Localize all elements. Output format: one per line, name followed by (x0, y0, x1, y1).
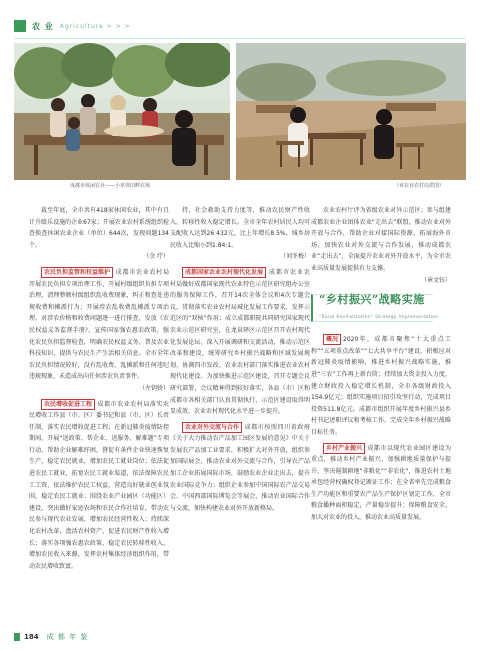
section-paragraph: 农业对外交流与合作 成都市按照四川省政府《关于大力推动农产品加工园区发展的意见》中关于发展农产品加工业要求，积极扩大对外开放，组织参加国际展会，推动农业对外交流与合作，引导农产品加工企业拓展国际市场，鼓励农业企业走出去，提升农业国际竞争力；组织企业参加中国国际农产品交易会、中国西部国际博览会等展会，推动农业国际合作与交流，加快构建农业对外开放新格局。 (170, 423, 310, 512)
section-paragraph: 农民负担监管和权益维护 成都市农业农村局开展农民负担专项治理工作，开展村级组织负担专项治理，清理整顿村级组织乱收费现象，纠正和查处违规收费和摊派行为；开展涉农乱收费乱摊派专项治理，对涉农价格和收费问题逐一进行排查，发放《农民权益义务监督手册》，宣传国家强农惠农政策，强化农民负担监督检查，明确农民权益义务，普及农业科技知识，提供与农民生产生活相关信息。全市全年农民负担情况较好，没有乱收费、乱摊派和任何违纪违规现象，未造成出向任何涉农负责事件。 （左钥娇） (29, 267, 169, 395)
page-footer (14, 632, 88, 642)
publication-name: 成 都 年 鉴 (46, 633, 89, 641)
page-marker-icon (14, 633, 20, 641)
paragraph: 持，社会救助支持力度等，推动农民财产性收入，转移性收入稳定增长。全市全年农村居民人均可支配收入达到26 432元，比上年增长8.5%，城乡居民收入比缩小到1.84:1。 （刘冬梅） (170, 205, 310, 263)
feature-title: “乡村振兴”战略实施 (319, 293, 425, 307)
section-heading: 农民增收促进工程 (41, 399, 95, 410)
section-paragraph: 概况 2020年，成都市聚焦“十大重点工程”“五项重点改革”“七大共享平台”建设，积极应对新冠肺炎疫情影响，推进乡村振兴战略实施，推进“三农”工作再上新台阶；持续加大资金投入力度，建立财政投入稳定增长机制，全市各级财政投入154.9亿元；组织实施项目招引攻坚行动，完成项目投资511.8亿元。成都市组织开展年度乡村振兴县乡村书记述职评议和考核工作，完成全年乡村振兴战略目标任务。 (311, 336, 451, 436)
text-column-3 (311, 205, 451, 524)
author-sign: （刘冬梅） (279, 253, 310, 261)
header-block-icon (14, 20, 26, 32)
section-heading: 乡村产业振兴 (323, 443, 365, 454)
section-paragraph: 乡村产业振兴 成都市以现代农业园区建设为重点，推动乡村产业振兴，加强耕地质量保护与提升，坚决遏制耕地“非粮化”“非农化”，推进农村土地承包经营权确权登记颁证工作；在全省率先完成粮食生产功能区和重要农产品生产保护区划定工作，全市粮食播种面积稳定，产量稳步提升；保障粮食安全，加大对农业的投入，推动农业高质量发展。 (311, 444, 451, 522)
section-heading: 成都国家农业农村现代化发展 (182, 267, 266, 278)
farm-photo-right (236, 43, 466, 180)
left-photo-caption: 成都市休闲农业——小草坝田畔农场 (70, 183, 151, 189)
author-sign: （章文钰） (420, 276, 451, 284)
running-header (14, 16, 131, 36)
farm-photo-left (14, 43, 230, 180)
page-number: 184 (24, 633, 39, 641)
section-title: 农 业 (32, 21, 54, 31)
text-column-1 (29, 205, 169, 572)
section-heading: 农民负担监管和权益维护 (41, 267, 113, 278)
author-sign: （余 疗） (143, 253, 169, 261)
paragraph: 农业农村厅评为省级农业对外示范区；参与组建成都农业企业团体农业“走出去”联盟，推动农业对外开放与合作，帮助企业对接国际资源，拓展海外市场，加快农业对外交流与合作发展，推动成都农业“走出去”，全面提升农业对外开放水平，为全市农业高质量发展提供有力支撑。 （章文钰） (311, 205, 451, 286)
section-heading: 概况 (323, 334, 341, 345)
paragraph: 裁至年底，全市共有418家休闲农业，其中有且计升级乐设施的企业67家；开展农业农村系统组织检查换查休闲农业企业（单位）644次，发现问题134个。 （余 疗） (29, 205, 169, 263)
section-subtitle: Agriculture > > > (59, 22, 131, 30)
author-sign: （左钥娇） (138, 384, 169, 392)
feature-heading (311, 292, 451, 326)
header-divider (14, 38, 466, 39)
right-photo-caption: （章农业农村局供图） (394, 183, 445, 189)
section-paragraph: 农民增收促进工程 成都市农业农村局落实农民增收工作县（市、区）委书记和县（市、区）长责任制，落实农民增收促进工程；在新冠肺炎疫情防控期间，开展“送政策、帮企业、送服务、解难题”专项行动，帮助企业解难纾困，督促有条件企业快速恢复生产，稳定农民就业，增加农民工就业岗位；依法促进农民工就业，拓宽农民工就业渠道，依法保障农民工工资，依法维护农民工权益，营造良好就业创业氛围，稳定农民工就业；围绕农业产业园区（功能区）建设，突出做好家庭农场和农民合作社培育，带动农民参与现代农业发展，增加农民经营性收入；持续深化农村改革，盘活农村资产，促进农民财产性收入增长；落实各项强农惠农政策，稳定农民转移性收入，增加农民收入来源，发挥农村集体经济组织作用，带动农民增收致富。 (29, 400, 169, 570)
text-column-2 (170, 205, 310, 514)
feature-subtitle: “Rural Revitalization” Strategy Implementation (319, 315, 439, 321)
section-heading: 农业对外交流与合作 (182, 422, 242, 433)
section-paragraph: 成都国家农业农村现代化发展 成都市农业农村局做好成都国家现代农业特色示范区研究组办公室的服务保障工作，召开14次全体会议和4次专题会议，贯彻落实农业农村局城化发展工作要求，发挥示范区的“双核”作用；成立成都职院共同研究国家现代农业示范区研究室，在龙泉驿区示范区召开农村现代化发展论坛，深入开展调研和交流活动，推动示范区改革和建设，统筹研究乡村振兴战略和区域发展规划，协调四市发改、农业农村部门落实推进农业农村现代化建设。为加快推进示范区建设，召开专题会议研究部署，会议精神得到较好落实，各县（市）区和成都市各相关部门认真贯彻执行，示范区建设取得明显成效，农业农村现代化水平进一步提升。 (170, 268, 310, 416)
